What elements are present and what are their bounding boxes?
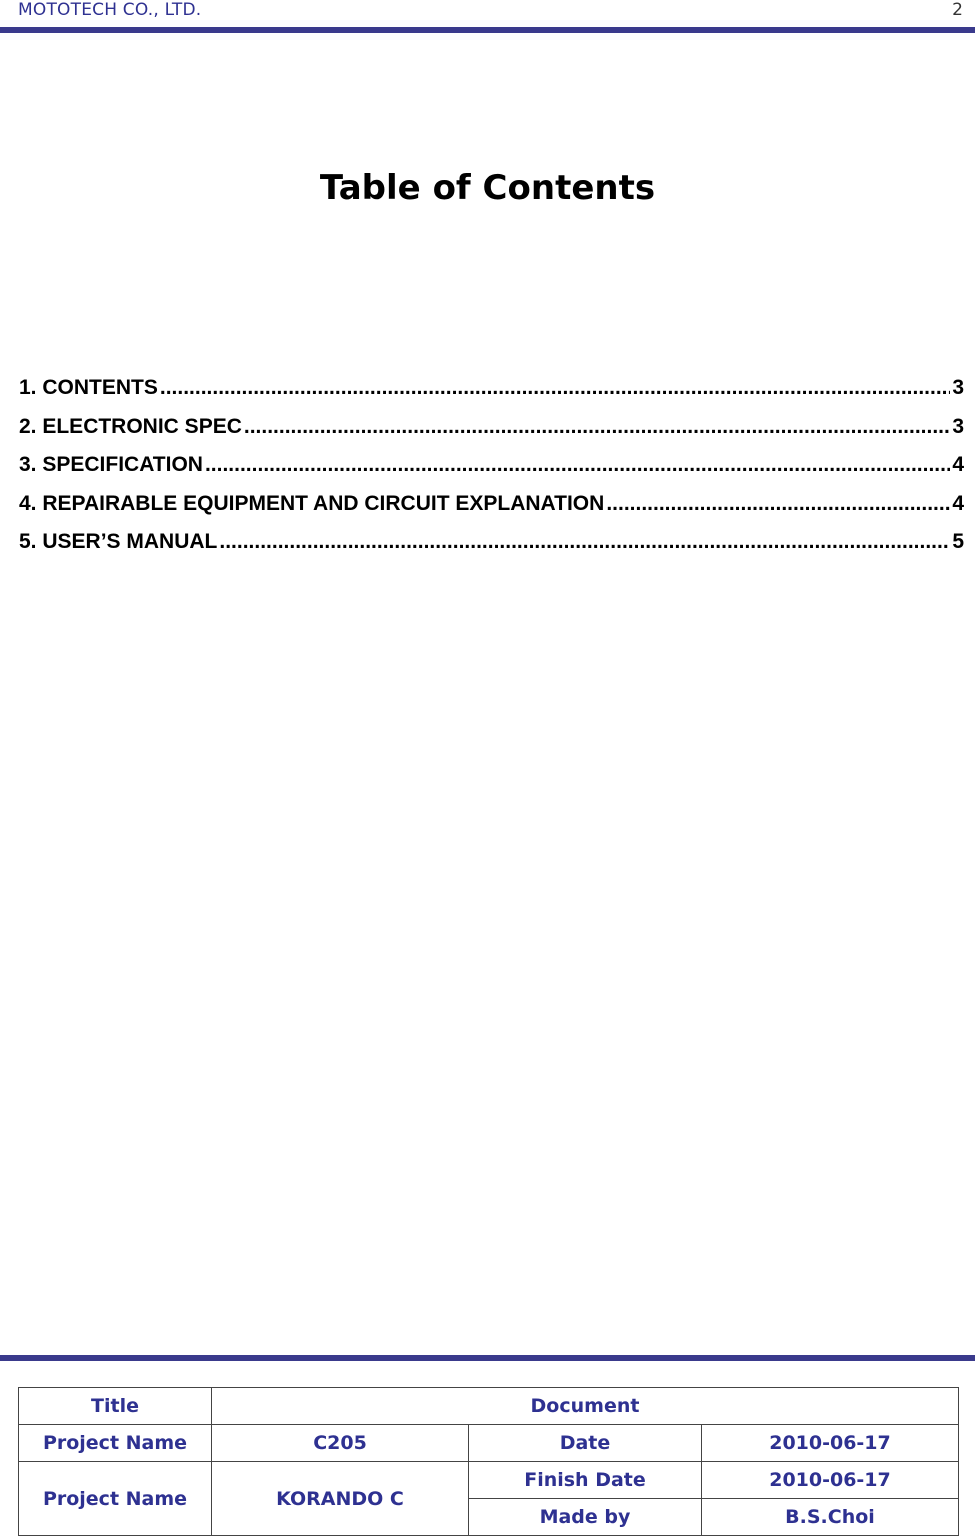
toc-dot-leader: [219, 530, 950, 554]
toc-entry-page: 4: [952, 491, 964, 515]
date-value: 2010-06-17: [702, 1425, 959, 1462]
document-info-table: [18, 1387, 959, 1536]
toc-dot-leader: [205, 453, 950, 477]
header-rule: [0, 27, 975, 33]
toc-entry-label: 1. CONTENTS: [19, 376, 158, 399]
page-number: 2: [952, 0, 963, 20]
toc-entry-specification[interactable]: [19, 453, 964, 492]
toc-entry-label: 4. REPAIRABLE EQUIPMENT AND CIRCUIT EXPLANATION: [19, 491, 605, 515]
project-name-label: Project Name: [19, 1462, 212, 1536]
toc-entry-label: 5. USER’S MANUAL: [19, 530, 218, 553]
title-value: Document: [212, 1388, 959, 1425]
table-of-contents: [19, 376, 964, 569]
toc-entry-electronic-spec[interactable]: [19, 415, 964, 454]
title-label: Title: [19, 1388, 212, 1425]
made-by-value: B.S.Choi: [702, 1499, 959, 1536]
toc-dot-leader: [244, 415, 950, 439]
toc-entry-page: 4: [952, 453, 964, 476]
toc-entry-page: 3: [952, 376, 964, 399]
date-label: Date: [469, 1425, 702, 1462]
project-name-label: Project Name: [19, 1425, 212, 1462]
toc-entry-page: 5: [952, 530, 964, 553]
table-row: [19, 1388, 959, 1425]
footer-rule: [0, 1355, 975, 1361]
table-row: [19, 1425, 959, 1462]
finish-date-label: Finish Date: [469, 1462, 702, 1499]
toc-entry-repairable-equipment[interactable]: [19, 492, 964, 531]
finish-date-value: 2010-06-17: [702, 1462, 959, 1499]
page-title: Table of Contents: [319, 168, 656, 208]
toc-entry-users-manual[interactable]: [19, 530, 964, 569]
toc-entry-contents[interactable]: [19, 376, 964, 415]
toc-entry-label: 3. SPECIFICATION: [19, 453, 203, 476]
toc-entry-label: 2. ELECTRONIC SPEC: [19, 414, 242, 438]
toc-dot-leader: [160, 376, 950, 400]
toc-entry-page: 3: [952, 414, 964, 438]
project-name-value: KORANDO C: [212, 1462, 469, 1536]
made-by-label: Made by: [469, 1499, 702, 1536]
table-row: [19, 1462, 959, 1499]
project-name-value: C205: [212, 1425, 469, 1462]
toc-dot-leader: [606, 492, 950, 516]
company-name: MOTOTECH CO., LTD.: [18, 0, 202, 20]
